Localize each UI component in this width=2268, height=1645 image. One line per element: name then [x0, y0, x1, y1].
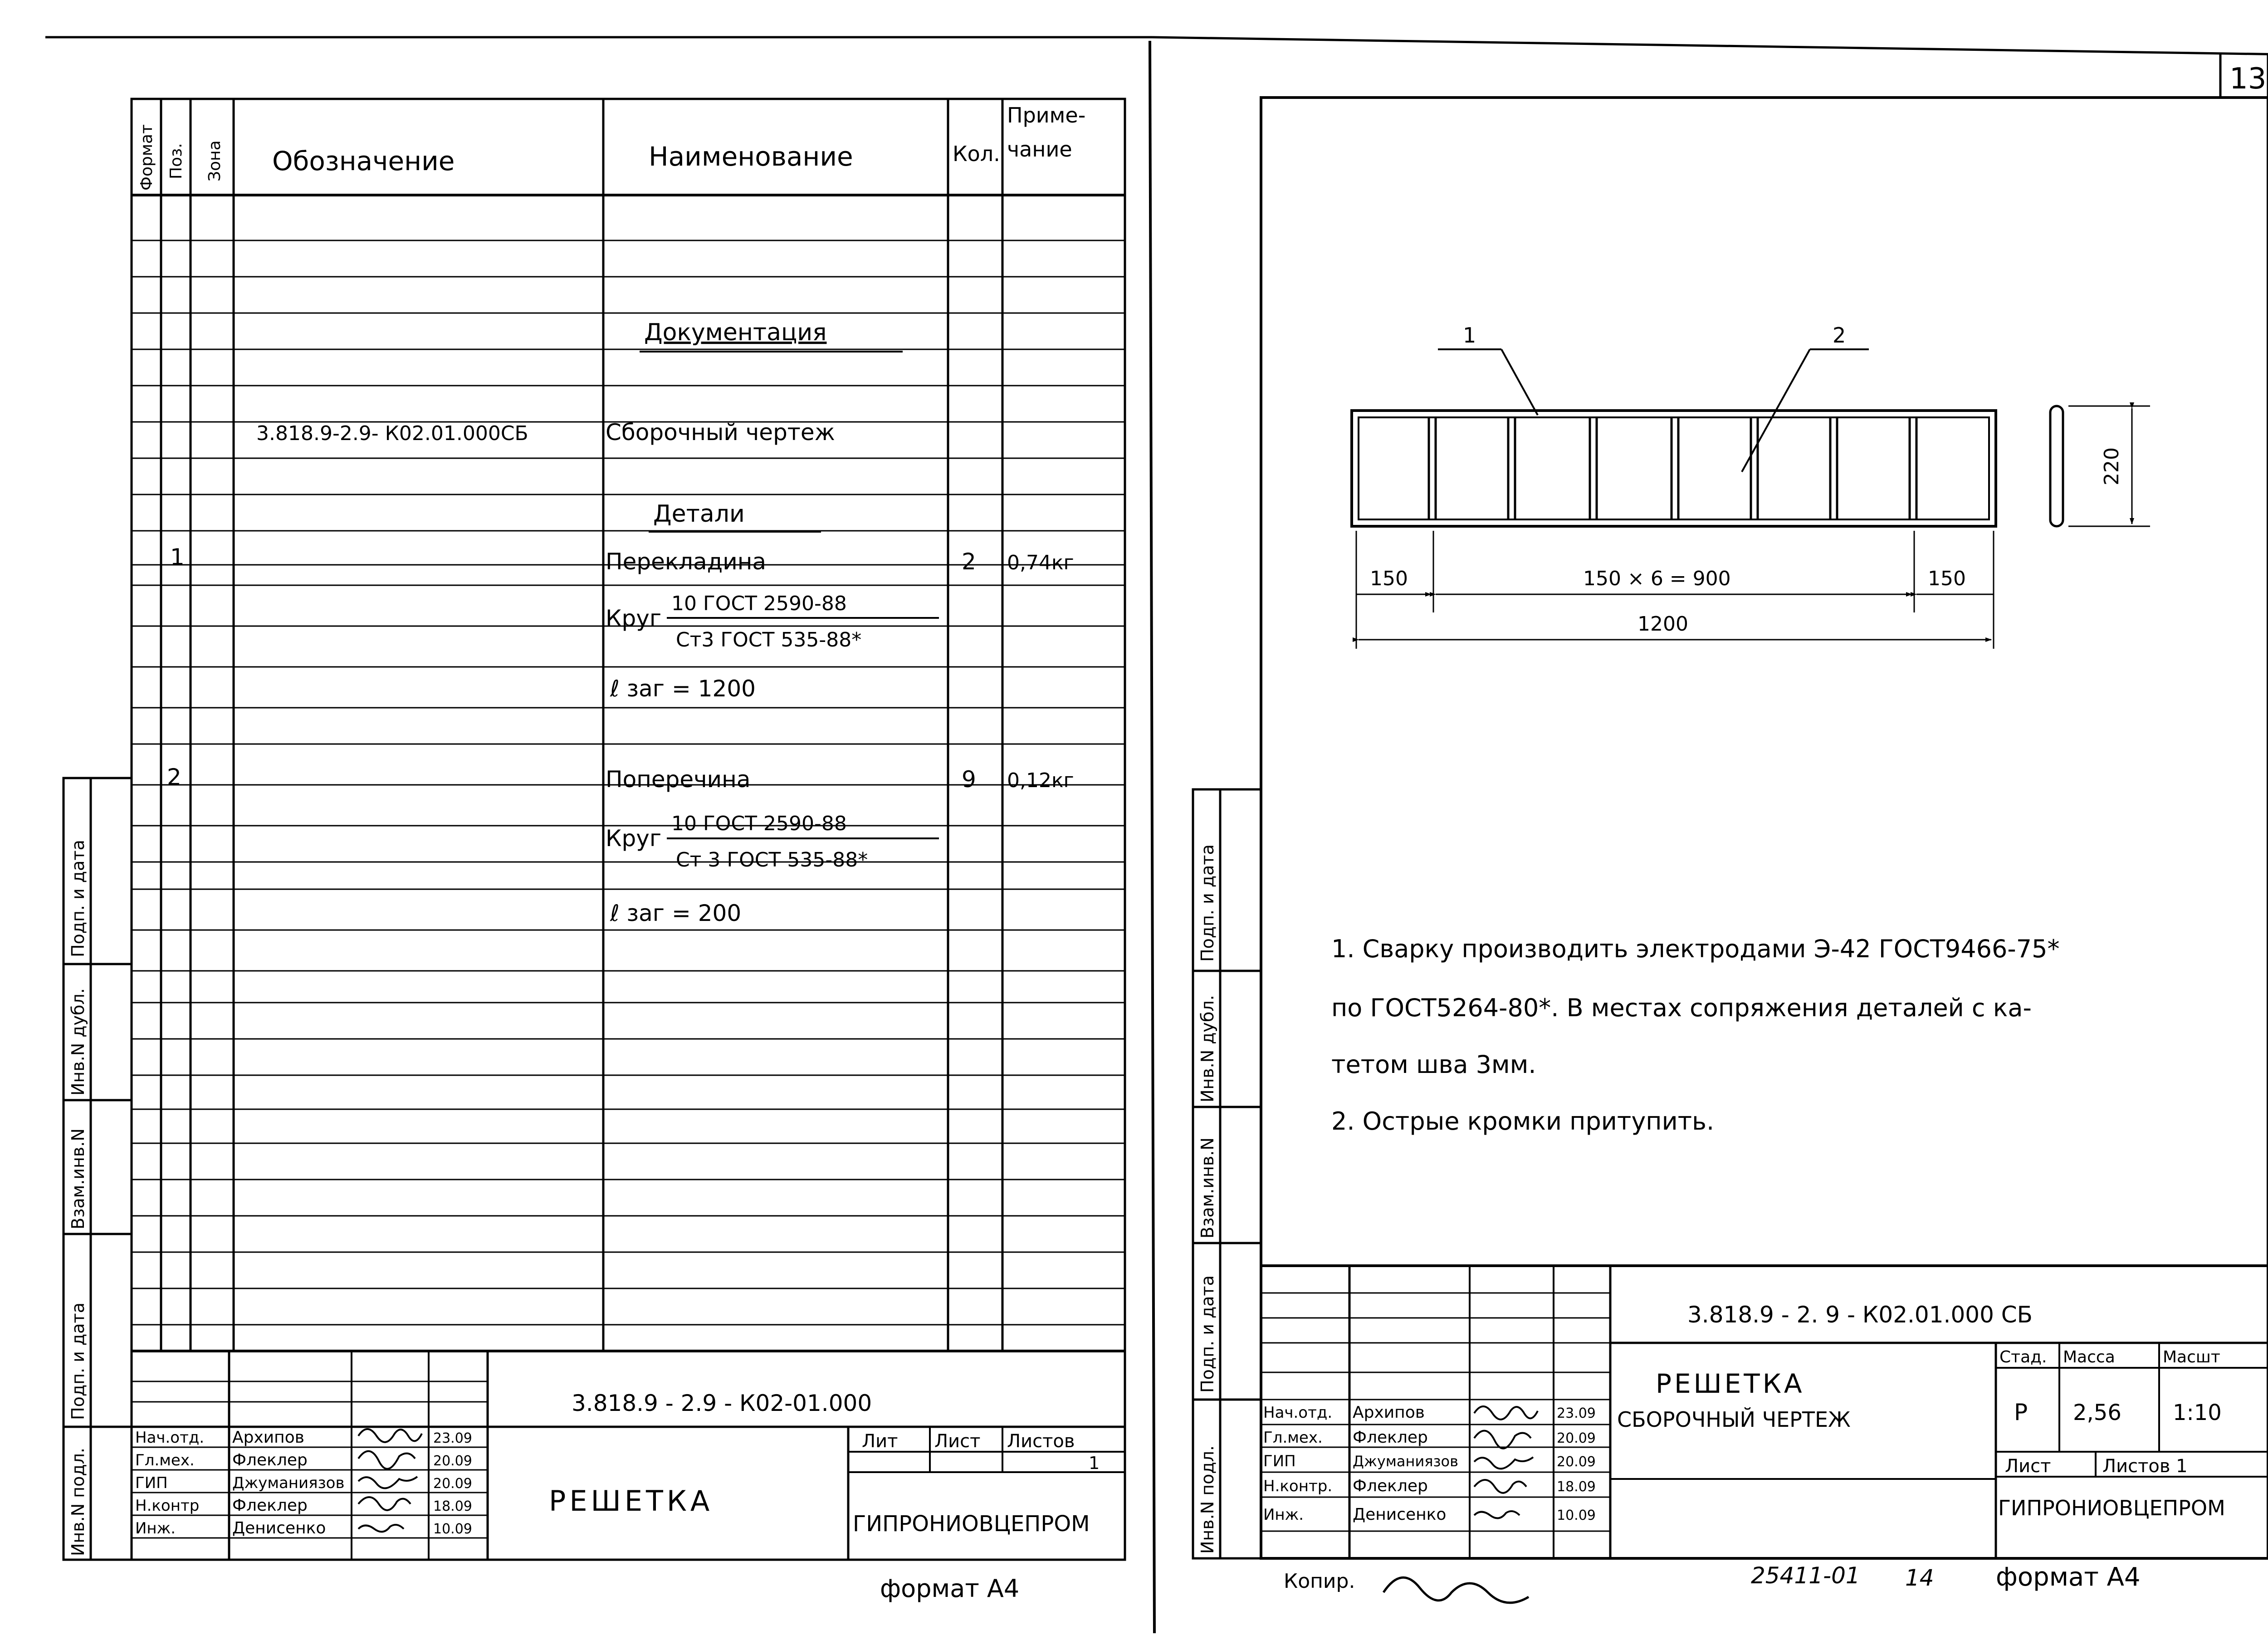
signer-role: Инж.: [1263, 1506, 1304, 1524]
mass-label: Масса: [2063, 1348, 2115, 1366]
doc-name: Сборочный чертеж: [606, 419, 835, 446]
left-side-label-2: Подп. и дата: [68, 1302, 88, 1420]
item2-note: 0,12кг: [1007, 769, 1074, 792]
left-side-label-1: Инв.N подл.: [68, 1448, 88, 1556]
left-side-label-4: Инв.N дубл.: [68, 988, 88, 1096]
signer-name: Флеклер: [1353, 1428, 1428, 1447]
stage-label: Стад.: [1999, 1348, 2047, 1366]
archive-number: 25411-01: [1751, 1562, 1860, 1589]
right-stamp-title: РЕШЕТКА: [1656, 1368, 1805, 1399]
left-stamp-designation: 3.818.9 - 2.9 - К02-01.000: [572, 1390, 872, 1416]
left-stamp-org: ГИПРОНИОВЦЕПРОМ: [853, 1511, 1090, 1537]
header-qty: Кол.: [953, 142, 1000, 166]
signer-name: Джуманиязов: [232, 1474, 345, 1492]
signer-name: Джуманиязов: [1353, 1453, 1458, 1470]
signer-name: Архипов: [232, 1428, 304, 1447]
scale-label: Масшт: [2163, 1348, 2220, 1366]
signer-date: 23.09: [1557, 1405, 1596, 1421]
item1-material-label: Круг: [606, 605, 662, 632]
signer-name: Архипов: [1353, 1403, 1425, 1422]
signer-name: Флеклер: [1353, 1477, 1428, 1495]
left-side-label-3: Взам.инв.N: [68, 1128, 88, 1229]
right-side-label-5: Подп. и дата: [1198, 844, 1217, 962]
item2-length: ℓ заг = 200: [610, 900, 742, 926]
sheet-label: Лист: [2005, 1456, 2051, 1477]
dim-mid: 150 × 6 = 900: [1583, 567, 1731, 590]
signer-date: 10.09: [433, 1521, 472, 1537]
note-line-3: тетом шва 3мм.: [1331, 1050, 1536, 1079]
left-side-label-5: Подп. и дата: [68, 840, 88, 957]
left-stamp-sheet: Лист: [934, 1431, 981, 1452]
dim-height: 220: [2100, 447, 2123, 485]
signer-role: ГИП: [1263, 1452, 1296, 1470]
right-side-label-1: Инв.N подл.: [1198, 1445, 1217, 1554]
header-note-1: Приме-: [1007, 103, 1086, 127]
item1-pos: 1: [170, 544, 185, 570]
signer-date: 20.09: [1557, 1454, 1596, 1470]
header-note-2: чание: [1007, 137, 1072, 162]
left-stamp-sheets-value: 1: [1089, 1453, 1100, 1473]
signer-date: 23.09: [433, 1430, 472, 1446]
signer-role: Инж.: [135, 1519, 176, 1537]
signer-date: 18.09: [1557, 1479, 1596, 1495]
header-designation: Обозначение: [272, 146, 455, 176]
signer-role: Нач.отд.: [1263, 1404, 1333, 1422]
item1-note: 0,74кг: [1007, 551, 1074, 574]
signer-date: 20.09: [1557, 1430, 1596, 1446]
signer-role: Н.контр.: [1263, 1477, 1333, 1495]
item1-material-bottom: Ст3 ГОСТ 535-88*: [676, 628, 862, 651]
signer-date: 18.09: [433, 1498, 472, 1514]
signer-role: ГИП: [135, 1474, 168, 1492]
callout-2: 2: [1833, 323, 1846, 348]
grating-drawing: [1352, 349, 2150, 649]
item1-name: Перекладина: [606, 548, 767, 575]
item2-name: Поперечина: [606, 766, 751, 793]
stage-value: Р: [2014, 1399, 2028, 1425]
scale-value: 1:10: [2173, 1400, 2222, 1425]
dim-right: 150: [1928, 567, 1966, 590]
signer-date: 20.09: [433, 1476, 472, 1492]
right-side-label-3: Взам.инв.N: [1198, 1137, 1217, 1239]
signer-name: Флеклер: [232, 1496, 308, 1515]
left-signatures: [358, 1429, 422, 1532]
left-stamp-sheets: Листов: [1007, 1431, 1075, 1452]
item2-material-bottom: Ст 3 ГОСТ 535-88*: [676, 848, 868, 871]
note-line-4: 2. Острые кромки притупить.: [1331, 1107, 1715, 1136]
copy-label: Копир.: [1284, 1570, 1355, 1593]
page-no: 14: [1905, 1565, 1934, 1591]
right-stamp-designation: 3.818.9 - 2. 9 - К02.01.000 СБ: [1687, 1302, 2033, 1328]
item1-qty: 2: [962, 548, 976, 575]
mass-value: 2,56: [2073, 1400, 2121, 1425]
signer-name: Денисенко: [232, 1519, 326, 1537]
right-frame: [1261, 54, 2268, 1558]
header-pos: Поз.: [167, 143, 186, 179]
item2-qty: 9: [962, 766, 976, 793]
right-stamp-org: ГИПРОНИОВЦЕПРОМ: [1998, 1496, 2225, 1520]
left-format: формат А4: [880, 1574, 1020, 1603]
right-signers: [1263, 1403, 1596, 1524]
dim-left: 150: [1370, 567, 1408, 590]
doc-designation: 3.818.9-2.9- К02.01.000СБ: [256, 422, 528, 445]
item2-material-label: Круг: [606, 825, 662, 852]
left-stamp-title: РЕШЕТКА: [549, 1484, 714, 1518]
signer-role: Гл.мех.: [1263, 1429, 1323, 1447]
right-stamp-subtitle: СБОРОЧНЫЙ ЧЕРТЕЖ: [1617, 1407, 1851, 1432]
header-format: Формат: [137, 124, 156, 191]
callout-1: 1: [1463, 323, 1476, 348]
cross-bars: [1429, 417, 1916, 519]
item1-length: ℓ заг = 1200: [610, 676, 756, 702]
item2-material-top: 10 ГОСТ 2590-88: [671, 812, 847, 835]
item2-pos: 2: [167, 764, 181, 790]
section-parts: Детали: [653, 500, 745, 528]
signer-date: 20.09: [433, 1453, 472, 1469]
signer-date: 10.09: [1557, 1508, 1596, 1523]
signer-role: Н.контр: [135, 1497, 200, 1515]
page-number: 13: [2229, 62, 2267, 96]
signer-name: Денисенко: [1353, 1505, 1447, 1524]
left-stamp-lit: Лит: [862, 1431, 898, 1452]
signer-role: Гл.мех.: [135, 1451, 195, 1469]
item1-material-top: 10 ГОСТ 2590-88: [671, 592, 847, 615]
note-line-2: по ГОСТ5264-80*. В местах сопряжения деталей с ка-: [1331, 994, 2032, 1022]
note-line-1: 1. Сварку производить электродами Э-42 ГОСТ9466-75*: [1331, 935, 2060, 963]
section-documentation: Документация: [644, 319, 827, 346]
sheets-label: Листов 1: [2102, 1456, 2188, 1477]
right-side-label-2: Подп. и дата: [1198, 1275, 1217, 1393]
signer-role: Нач.отд.: [135, 1429, 205, 1447]
header-zone: Зона: [205, 140, 224, 181]
dim-total: 1200: [1637, 612, 1688, 636]
left-signers: [135, 1428, 472, 1537]
right-format: формат А4: [1996, 1562, 2141, 1592]
right-side-label-4: Инв.N дубл.: [1198, 995, 1217, 1102]
header-name: Наименование: [649, 141, 853, 172]
signer-name: Флеклер: [232, 1451, 308, 1469]
